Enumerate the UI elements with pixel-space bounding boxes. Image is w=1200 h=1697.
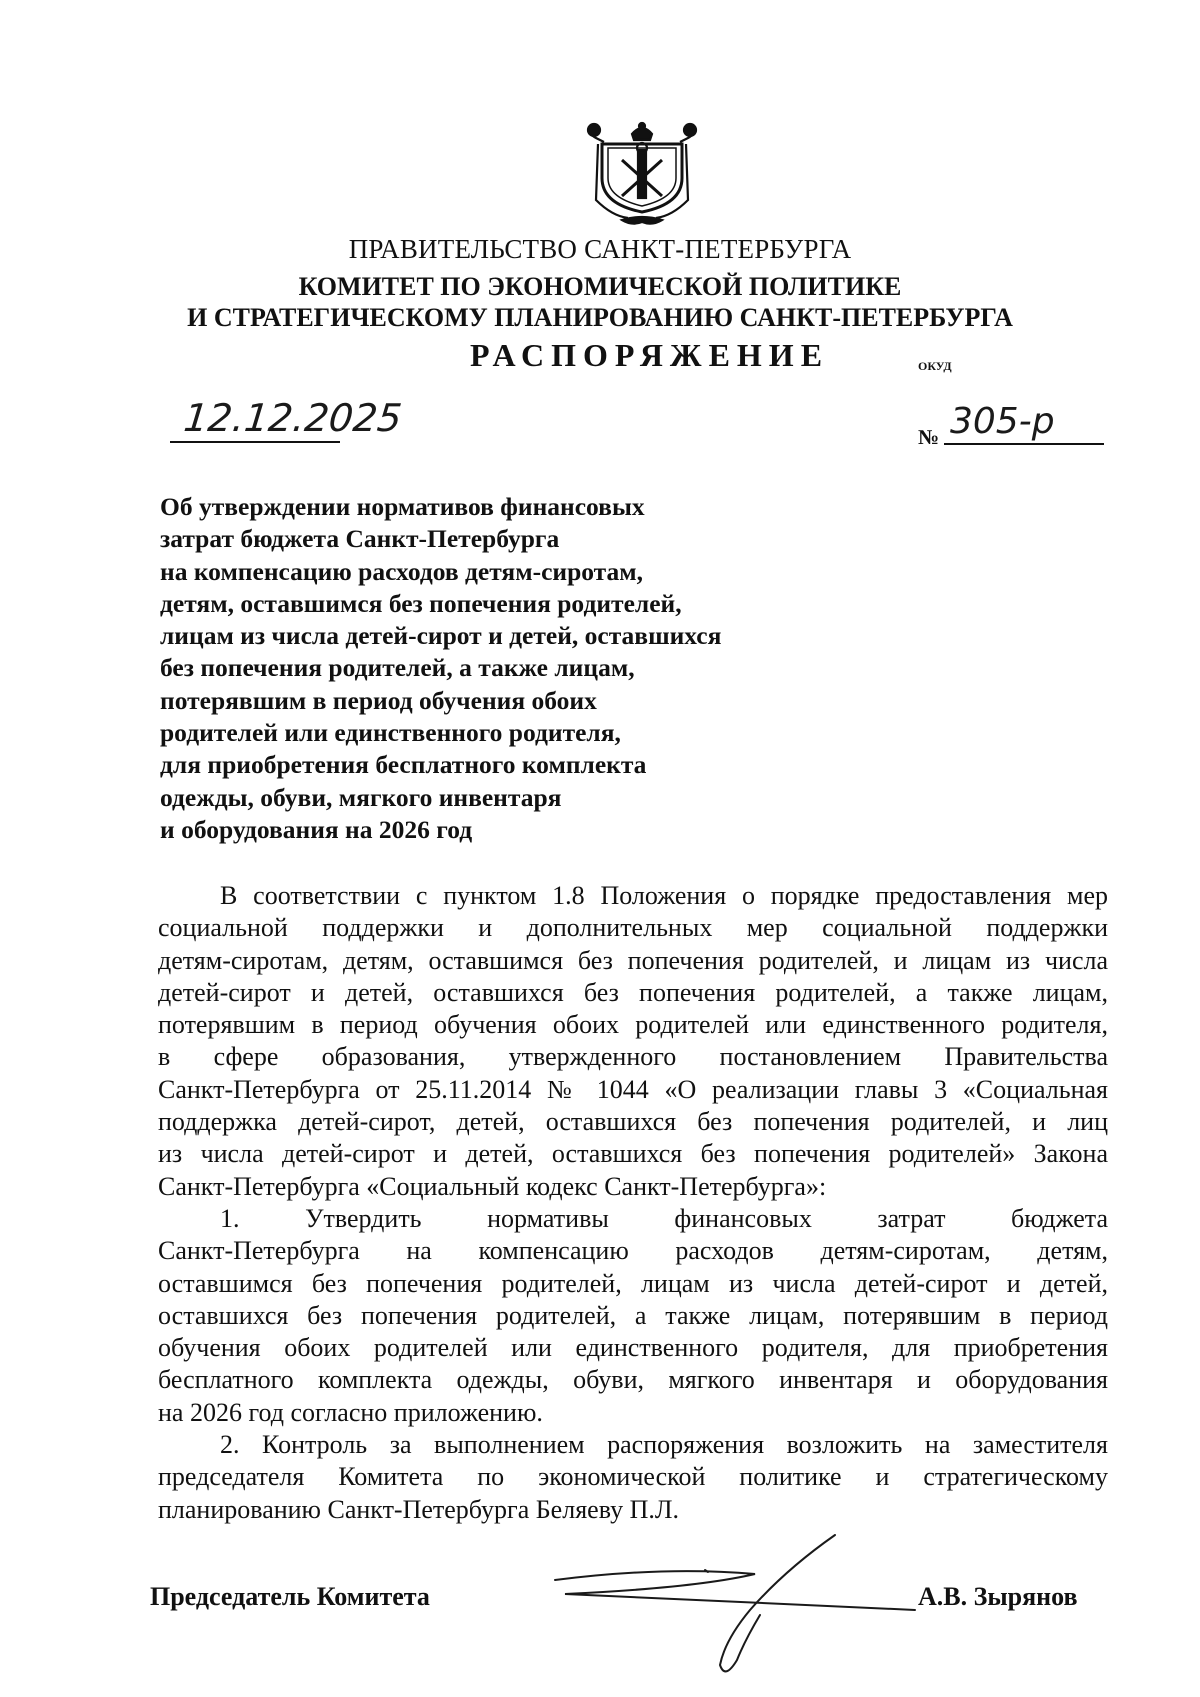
paragraph-preamble [158,880,1108,1203]
okud-label: ОКУД [918,359,952,373]
body-line: из числа детей-сирот и детей, оставшихся без попечения родителей» Закона [158,1139,1108,1169]
document-type: РАСПОРЯЖЕНИЕ [470,337,830,373]
body-line: оставшимся без попечения родителей, лицам из числа детей-сирот и детей, [158,1268,1108,1298]
body-line: Санкт-Петербурга на компенсацию расходов детям-сиротам, детям, [158,1236,1108,1266]
body-line: В соответствии с пунктом 1.8 Положения о порядке предоставления мер [220,881,1108,910]
number-label: № [918,425,940,449]
paragraph-item-2 [158,1429,1108,1526]
subject-line: Об утверждении нормативов финансовых [160,492,645,521]
body-line: детей-сирот и детей, оставшихся без попечения родителей, а также лицам, [158,977,1108,1007]
body-line: 1. Утвердить нормативы финансовых затрат бюджета [220,1203,1108,1233]
body-line: Санкт-Петербурга «Социальный кодекс Санкт-Петербурга»: [158,1171,827,1201]
document-number: 305-р [950,401,1055,442]
body-line: в сфере образования, утвержденного постановлением Правительства [158,1042,1108,1072]
body-line: поддержка детей-сирот, детей, оставшихся без попечения родителей, и лиц [158,1107,1108,1137]
document-subject [160,491,721,846]
signatory-name: А.В. Зырянов [918,1582,1078,1611]
paragraph-item-1 [158,1203,1108,1429]
subject-line: родителей или единственного родителя, [160,718,621,748]
subject-line: затрат бюджета Санкт-Петербурга [160,524,560,554]
document-date: 12.12.2025 [181,396,404,440]
government-name: ПРАВИТЕЛЬСТВО САНКТ-ПЕТЕРБУРГА [348,234,852,264]
subject-line: для приобретения бесплатного комплекта [160,750,647,780]
body-line: 2. Контроль за выполнением распоряжения возложить на заместителя [220,1430,1108,1460]
subject-line: без попечения родителей, а также лицам, [160,653,635,683]
subject-line: детям, оставшимся без попечения родителей, [160,588,682,618]
committee-name-line2: И СТРАТЕГИЧЕСКОМУ ПЛАНИРОВАНИЮ САНКТ-ПЕТЕРБУРГА [187,303,1013,332]
body-line: оставшихся без попечения родителей, а также лицам, потерявшим в период [158,1300,1108,1330]
number-underline [944,443,1104,445]
coat-of-arms-icon [582,120,702,228]
body-line: обучения обоих родителей или единственного родителя, для приобретения [158,1333,1108,1363]
body-line: бесплатного комплекта одежды, обуви, мягкого инвентаря и оборудования [158,1365,1108,1395]
document-body [158,880,1108,1526]
body-line: председателя Комитета по экономической политике и стратегическому [158,1462,1108,1492]
body-line: планированию Санкт-Петербурга Беляеву П.Л. [158,1494,679,1524]
body-line: детям-сиротам, детям, оставшимся без попечения родителей, и лицам из числа [158,945,1108,975]
date-underline [170,441,340,443]
subject-line: на компенсацию расходов детям-сиротам, [160,556,644,586]
subject-line: потерявшим в период обучения обоих [160,685,597,715]
body-line: социальной поддержки и дополнительных мер социальной поддержки [158,913,1108,943]
body-line: Санкт-Петербурга от 25.11.2014 № 1044 «О реализации главы 3 «Социальная [158,1074,1108,1104]
subject-line: лицам из числа детей-сирот и детей, оставшихся [160,621,722,651]
body-line: на 2026 год согласно приложению. [158,1397,543,1427]
subject-line: и оборудования на 2026 год [160,814,473,844]
body-line: потерявшим в период обучения обоих родителей или единственного родителя, [158,1010,1108,1040]
signatory-title: Председатель Комитета [150,1582,430,1611]
subject-line: одежды, обуви, мягкого инвентаря [160,782,562,812]
committee-name-line1: КОМИТЕТ ПО ЭКОНОМИЧЕСКОЙ ПОЛИТИКЕ [298,272,902,301]
handwritten-signature [545,1530,925,1685]
